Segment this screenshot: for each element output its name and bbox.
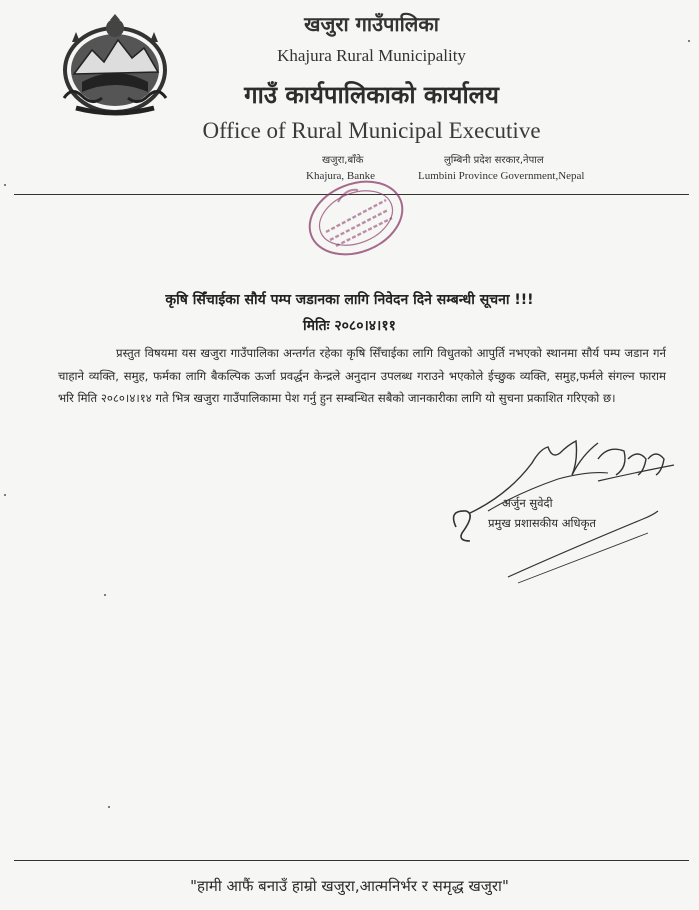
footer-divider (14, 860, 689, 861)
signatory-title: प्रमुख प्रशासकीय अधिकृत (488, 516, 596, 530)
office-name-nepali: गाउँ कार्यपालिकाको कार्यालय (244, 81, 499, 109)
scan-speck (104, 594, 106, 596)
notice-date: मितिः २०८०।४।११ (303, 318, 396, 334)
office-name-english: Office of Rural Municipal Executive (202, 118, 541, 143)
notice-subject: कृषि सिँचाईका सौर्य पम्प जडानका लागि निवेदन दिने सम्बन्धी सूचना !!! (165, 292, 534, 308)
location-english: Khajura, Banke (306, 170, 376, 182)
footer-slogan: "हामी आफैं बनाउँ हाम्रो खजुरा,आत्मनिर्भर र समृद्ध खजुरा" (190, 877, 509, 895)
scan-speck (108, 806, 110, 808)
official-stamp (296, 172, 416, 270)
scan-speck (4, 494, 6, 496)
location-nepali: खजुरा,बाँके (322, 155, 364, 166)
handwritten-signature (448, 415, 678, 590)
municipality-name-english: Khajura Rural Municipality (277, 46, 466, 65)
scan-speck (4, 184, 6, 186)
province-english: Lumbini Province Government,Nepal (418, 170, 585, 182)
notice-body: प्रस्तुत विषयमा यस खजुरा गाउँपालिका अन्तर्गत रहेका कृषि सिँचाईका लागि विधुतको आपुर्ति नभएको स्थानमा सौर्य पम्प जडान गर्न चाहाने व्यक्ति, समुह, फर्मका लागि बैकल्पिक ऊर्जा प्रवर्द्धन केन्द्रले अनुदान उपलब्ध गराउने भएकोले ईच्छुक व्यक्ति, समुह,फर्मले संगल्न फाराम भरि मिति २०८०।४।१४ गते भित्र खजुरा गाउँपालिकामा पेश गर्नु हुन सम्बन्धित सबैको जानकारीका लागि यो सुचना प्रकाशित गरिएको छ। (58, 346, 666, 405)
province-nepali: लुम्बिनी प्रदेश सरकार,नेपाल (444, 155, 544, 166)
signatory-name: अर्जुन सुवेदी (502, 496, 553, 510)
scan-speck (688, 40, 690, 42)
municipality-name-nepali: खजुरा गाउँपालिका (304, 12, 439, 36)
